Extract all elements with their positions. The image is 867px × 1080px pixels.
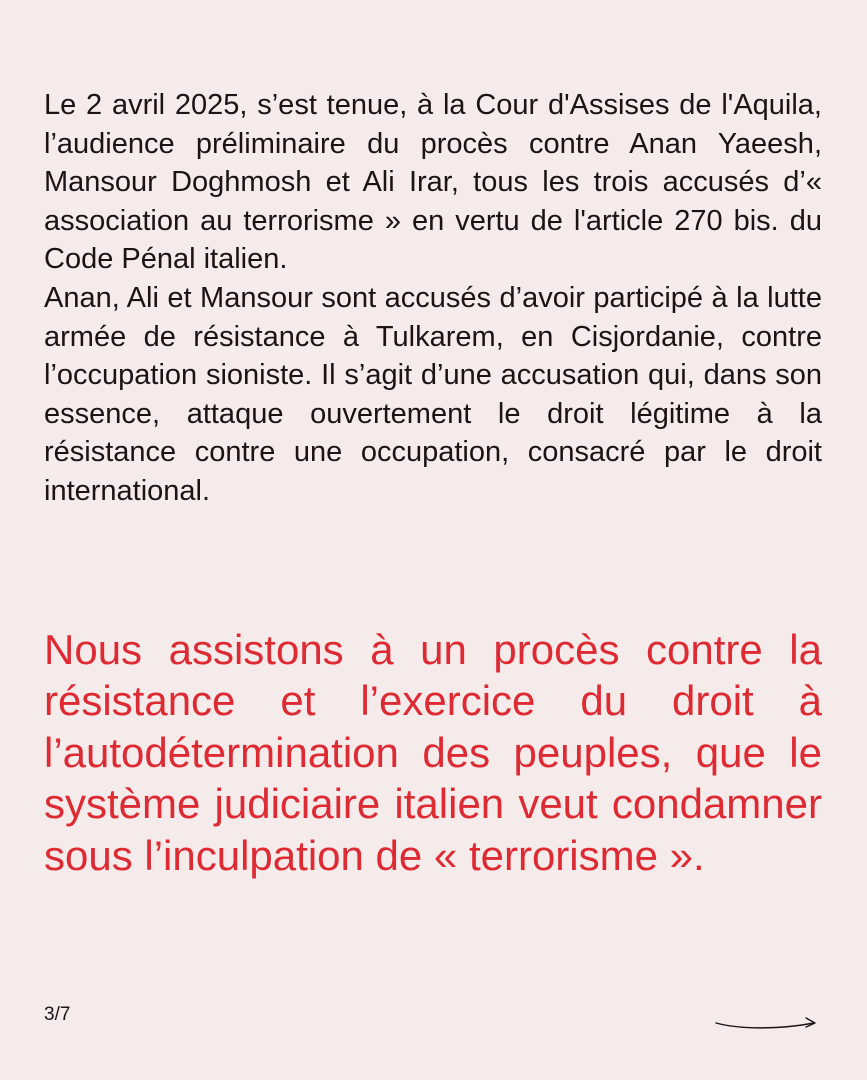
- body-text: [44, 86, 822, 511]
- next-slide-button[interactable]: [712, 1010, 822, 1036]
- page-indicator: 3/7: [44, 1004, 71, 1025]
- paragraph-intro: Le 2 avril 2025, s’est tenue, à la Cour d'Assises de l'Aquila, l’audience préliminaire du procès contre Anan Yaeesh, Mansour Doghmosh et Ali Irar, tous les trois accusés d’« association au terrorisme » en vertu de l'article 270 bis. du Code Pénal italien.: [44, 89, 822, 276]
- highlight-quote: Nous assistons à un procès contre la résistance et l’exercice du droit à l’autodétermination des peuples, que le système judiciaire italien veut condamner sous l’inculpation de « terrorisme ».: [44, 626, 822, 879]
- paragraph-accusation: Anan, Ali et Mansour sont accusés d’avoir participé à la lutte armée de résistance à Tulkarem, en Cisjordanie, contre l’occupation sioniste. Il s’agit d’une accusation qui, dans son essence, attaque ouvertement le droit légitime à la résistance contre une occupation, consacré par le droit international.: [44, 281, 822, 507]
- arrow-right-icon: [712, 1010, 822, 1036]
